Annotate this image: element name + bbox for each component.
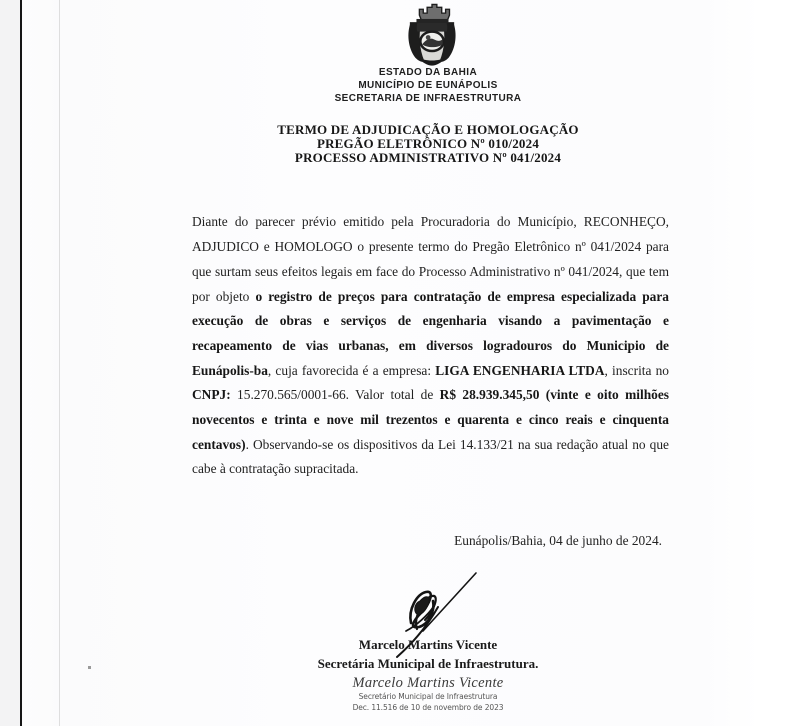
org-line-state: ESTADO DA BAHIA [378, 67, 478, 78]
stamp-role: Secretário Municipal de Infraestrutura [358, 692, 498, 701]
body-segment-object-bold: o registro de preços para contratação de empresa especializada para execução de obras e serviços de engenharia visando a pavimentação e recapeamento de vias urbanas, em diversos logradouros do Municipio de Eunápolis-ba [192, 288, 670, 378]
title-line-auction: PREGÃO ELETRÔNICO Nº 010/2024 [316, 136, 540, 151]
body-segment-company-bold: LIGA ENGENHARIA LTDA [435, 362, 605, 378]
scan-fold-line [59, 0, 60, 726]
org-line-municipality: MUNICÍPIO DE EUNÁPOLIS [358, 80, 498, 91]
body-segment: 15.270.565/0001-66. Valor total de [230, 387, 440, 403]
scan-speck [88, 666, 91, 669]
stamp-decree: Dec. 11.516 de 10 de novembro de 2023 [352, 703, 504, 712]
signatory-name: Marcelo Martins Vicente [358, 637, 498, 652]
signatory-role: Secretária Municipal de Infraestrutura. [317, 656, 539, 671]
body-segment-value-bold: R$ 28.939.345,50 (vinte e oito milhões novecentos e trinta e nove mil trezentos e quarenta e cinco reais e cinquenta centavos) [192, 387, 669, 452]
body-segment: , cuja favorecida é a empresa: [267, 362, 436, 378]
document-title [218, 123, 638, 165]
body-segment: Diante do parecer prévio emitido pela Procuradoria do Município, RECONHEÇO, ADJUDICO e HOMOLOGO o presente termo do Pregão Eletrônico nº 041/2024 para que surtam seus efeitos legais em face do Processo Administrativo nº 041/2024, que tem por objeto [192, 214, 669, 304]
title-line-term: TERMO DE ADJUDICAÇÃO E HOMOLOGAÇÃO [277, 122, 579, 137]
body-segment-cnpj-label-bold: CNPJ: [192, 387, 231, 403]
body-segment: , inscrita no [604, 362, 669, 378]
scan-edge-line [20, 0, 22, 726]
body-segment: . Observando-se os dispositivos da Lei 14.133/21 na sua redação atual no que cabe à contratação supracitada. [192, 436, 669, 477]
org-line-secretariat: SECRETARIA DE INFRAESTRUTURA [334, 93, 522, 104]
coat-of-arms-icon [398, 3, 466, 66]
title-line-process: PROCESSO ADMINISTRATIVO Nº 041/2024 [294, 150, 562, 165]
body-paragraph [192, 210, 669, 482]
date-line: Eunápolis/Bahia, 04 de junho de 2024. [454, 533, 662, 548]
stamp-name: Marcelo Martins Vicente [352, 675, 504, 691]
org-header [278, 66, 578, 105]
